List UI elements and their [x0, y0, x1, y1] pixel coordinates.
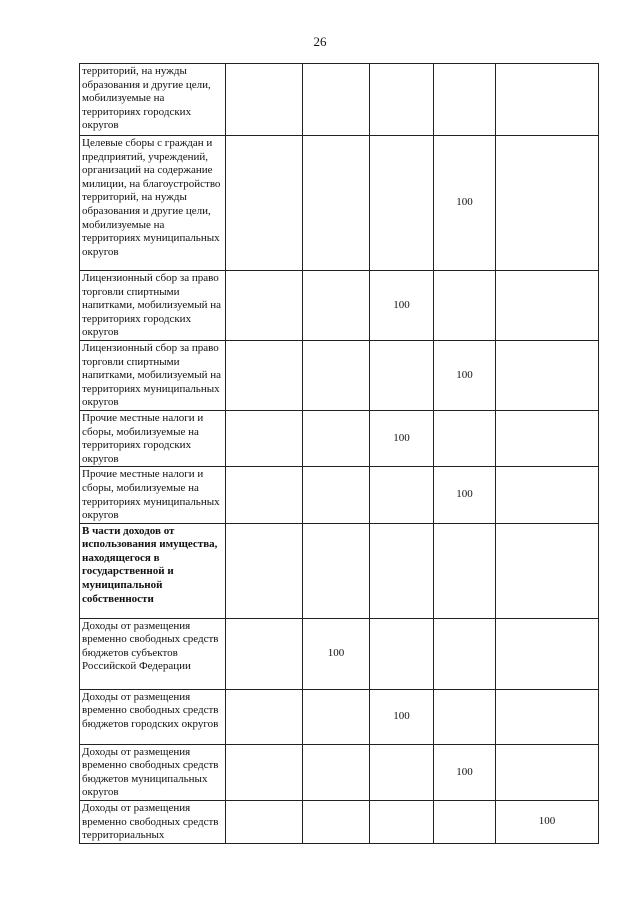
table-row — [80, 271, 599, 341]
value-cell — [303, 744, 370, 800]
value-cell: 100 — [434, 340, 496, 410]
table-row — [80, 618, 599, 689]
value-cell — [496, 410, 599, 466]
table-row — [80, 340, 599, 410]
value-cell — [226, 467, 303, 523]
value-cell — [434, 271, 496, 341]
value-cell — [303, 64, 370, 136]
value-cell — [226, 801, 303, 844]
row-label: Доходы от размещения временно свободных средств бюджетов муниципальных округов — [80, 744, 226, 800]
value-cell — [370, 744, 434, 800]
value-cell: 100 — [370, 271, 434, 341]
value-cell — [226, 689, 303, 744]
row-label: В части доходов от использования имущества, находящегося в государственной и муниципальной собственности — [80, 523, 226, 618]
value-cell — [434, 523, 496, 618]
value-cell — [434, 689, 496, 744]
value-cell — [370, 467, 434, 523]
table-row — [80, 744, 599, 800]
value-cell — [496, 744, 599, 800]
value-cell — [434, 64, 496, 136]
value-cell: 100 — [434, 467, 496, 523]
value-cell — [226, 340, 303, 410]
value-cell — [303, 689, 370, 744]
revenue-distribution-table — [79, 63, 599, 844]
value-cell — [496, 340, 599, 410]
value-cell — [303, 271, 370, 341]
table-row — [80, 64, 599, 136]
table-row — [80, 410, 599, 466]
row-label: Прочие местные налоги и сборы, мобилизуемые на территориях муниципальных округов — [80, 467, 226, 523]
value-cell — [303, 523, 370, 618]
value-cell: 100 — [303, 618, 370, 689]
row-label: Целевые сборы с граждан и предприятий, учреждений, организаций на содержание милиции, на благоустройство территорий, на нужды образования и другие цели, мобилизуемые на территориях муниципальных округов — [80, 136, 226, 271]
value-cell: 100 — [434, 744, 496, 800]
row-label: Лицензионный сбор за право торговли спиртными напитками, мобилизуемый на территориях муниципальных округов — [80, 340, 226, 410]
value-cell — [370, 340, 434, 410]
value-cell — [496, 271, 599, 341]
value-cell — [496, 467, 599, 523]
value-cell: 100 — [370, 410, 434, 466]
value-cell — [226, 136, 303, 271]
value-cell: 100 — [496, 801, 599, 844]
row-label: Прочие местные налоги и сборы, мобилизуемые на территориях городских округов — [80, 410, 226, 466]
value-cell — [370, 136, 434, 271]
value-cell — [303, 410, 370, 466]
value-cell: 100 — [434, 136, 496, 271]
value-cell — [434, 410, 496, 466]
value-cell — [496, 618, 599, 689]
value-cell — [303, 467, 370, 523]
row-label: Доходы от размещения временно свободных средств бюджетов городских округов — [80, 689, 226, 744]
value-cell — [434, 801, 496, 844]
value-cell — [496, 523, 599, 618]
table-row — [80, 801, 599, 844]
table-row — [80, 689, 599, 744]
value-cell — [226, 618, 303, 689]
table-row — [80, 523, 599, 618]
value-cell — [434, 618, 496, 689]
value-cell — [226, 744, 303, 800]
value-cell — [370, 801, 434, 844]
value-cell — [303, 340, 370, 410]
page-number: 26 — [313, 34, 327, 49]
row-label: Доходы от размещения временно свободных средств бюджетов субъектов Российской Федерации — [80, 618, 226, 689]
value-cell — [370, 618, 434, 689]
value-cell — [370, 523, 434, 618]
table-row — [80, 467, 599, 523]
value-cell — [370, 64, 434, 136]
value-cell — [226, 410, 303, 466]
value-cell — [226, 523, 303, 618]
value-cell — [226, 64, 303, 136]
value-cell — [496, 689, 599, 744]
table-row — [80, 136, 599, 271]
row-label: Лицензионный сбор за право торговли спиртными напитками, мобилизуемый на территориях городских округов — [80, 271, 226, 341]
value-cell — [303, 136, 370, 271]
value-cell — [496, 64, 599, 136]
row-label: Доходы от размещения временно свободных средств территориальных — [80, 801, 226, 844]
value-cell — [226, 271, 303, 341]
value-cell — [496, 136, 599, 271]
value-cell: 100 — [370, 689, 434, 744]
row-label: территорий, на нужды образования и другие цели, мобилизуемые на территориях городских округов — [80, 64, 226, 136]
value-cell — [303, 801, 370, 844]
